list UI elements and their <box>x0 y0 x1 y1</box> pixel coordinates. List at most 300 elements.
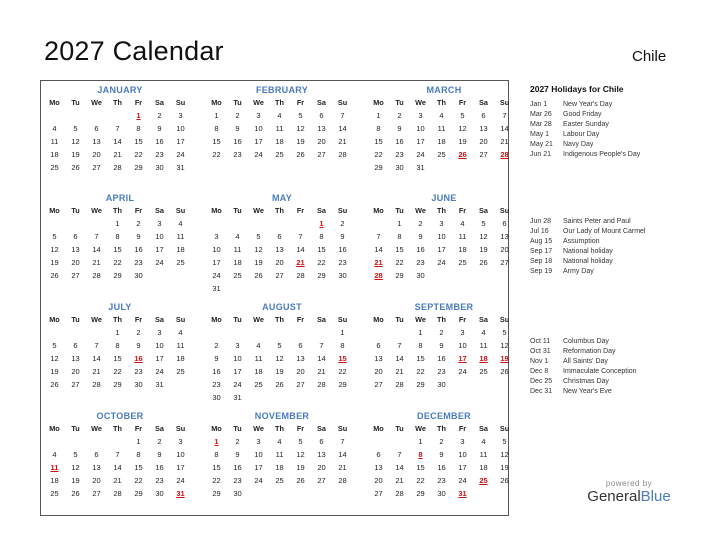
day-cell <box>248 326 269 339</box>
holiday-name: Army Day <box>563 268 594 275</box>
holiday-day-cell: 16 <box>134 354 143 363</box>
day-cell: 14 <box>113 137 122 146</box>
week-row <box>368 256 520 269</box>
weekday-label: We <box>91 315 102 324</box>
month-name: SEPTEMBER <box>414 302 474 312</box>
day-cell: 11 <box>176 232 185 241</box>
holiday-day-cell: 31 <box>458 489 467 498</box>
day-cell: 19 <box>479 245 488 254</box>
day-cell: 26 <box>254 271 263 280</box>
week-row <box>368 148 520 161</box>
holiday-name: New Year's Eve <box>563 388 612 395</box>
weekday-label: Mo <box>49 206 60 215</box>
weekday-label: Fr <box>296 206 305 215</box>
week-row <box>44 161 196 174</box>
weekday-header <box>368 422 520 435</box>
day-cell: 28 <box>92 271 101 280</box>
day-cell: 15 <box>374 137 383 146</box>
day-cell: 15 <box>212 463 221 472</box>
brand-name <box>584 488 674 506</box>
day-cell: 2 <box>136 219 141 228</box>
holiday-item <box>530 387 705 397</box>
holiday-name: Easter Sunday <box>563 121 609 128</box>
day-cell: 21 <box>395 476 404 485</box>
day-cell: 10 <box>458 341 467 350</box>
day-cell: 25 <box>176 367 185 376</box>
month-name: NOVEMBER <box>254 411 310 421</box>
day-cell <box>65 217 86 230</box>
holiday-item <box>530 100 705 110</box>
day-cell: 12 <box>50 354 59 363</box>
week-row <box>206 365 358 378</box>
month-october <box>44 410 196 500</box>
holiday-date: Dec 31 <box>530 388 553 395</box>
day-cell: 30 <box>437 380 446 389</box>
day-cell: 30 <box>212 393 221 402</box>
day-cell: 5 <box>277 341 282 350</box>
holiday-date: Nov 1 <box>530 358 549 365</box>
weekday-label: Su <box>337 98 348 107</box>
day-cell: 21 <box>113 150 122 159</box>
day-cell: 11 <box>233 245 242 254</box>
week-row <box>44 448 196 461</box>
day-cell: 21 <box>395 367 404 376</box>
day-cell: 7 <box>94 232 99 241</box>
day-cell: 19 <box>296 463 305 472</box>
day-cell: 31 <box>416 163 425 172</box>
weekday-header <box>44 422 196 435</box>
day-cell: 20 <box>71 367 80 376</box>
day-cell: 14 <box>338 450 347 459</box>
day-cell: 28 <box>92 380 101 389</box>
weekday-header <box>44 313 196 326</box>
week-row <box>206 448 358 461</box>
weekday-label: Fr <box>296 424 305 433</box>
day-cell <box>494 378 515 391</box>
week-row <box>44 230 196 243</box>
day-cell: 26 <box>500 367 509 376</box>
day-cell: 8 <box>115 341 120 350</box>
day-cell: 6 <box>319 437 324 446</box>
day-cell: 5 <box>52 232 57 241</box>
week-row <box>368 352 520 365</box>
holiday-item <box>530 150 705 160</box>
week-row <box>368 448 520 461</box>
day-cell: 11 <box>50 137 59 146</box>
weekday-header <box>368 96 520 109</box>
day-cell: 27 <box>479 150 488 159</box>
day-cell: 18 <box>479 463 488 472</box>
day-cell: 30 <box>155 163 164 172</box>
week-row <box>368 487 520 500</box>
day-cell: 28 <box>338 476 347 485</box>
day-cell: 24 <box>155 367 164 376</box>
day-cell: 5 <box>73 450 78 459</box>
day-cell: 16 <box>233 463 242 472</box>
day-cell: 24 <box>176 150 185 159</box>
day-cell: 17 <box>155 354 164 363</box>
day-cell: 27 <box>317 150 326 159</box>
day-cell: 18 <box>176 245 185 254</box>
week-row <box>206 135 358 148</box>
day-cell: 25 <box>50 489 59 498</box>
weekday-label: Su <box>337 206 348 215</box>
day-cell: 17 <box>176 137 185 146</box>
day-cell: 4 <box>52 124 57 133</box>
week-row <box>44 135 196 148</box>
holiday-day-cell: 1 <box>136 111 141 120</box>
day-cell: 8 <box>376 124 381 133</box>
day-cell: 3 <box>460 437 465 446</box>
day-cell <box>86 326 107 339</box>
day-cell: 12 <box>275 354 284 363</box>
day-cell: 10 <box>155 341 164 350</box>
day-cell: 21 <box>338 137 347 146</box>
weekday-label: Sa <box>317 315 326 324</box>
day-cell: 7 <box>115 124 120 133</box>
day-cell: 8 <box>340 341 345 350</box>
day-cell: 1 <box>397 219 402 228</box>
weekday-label: Th <box>113 98 122 107</box>
day-cell <box>44 326 65 339</box>
month-june <box>368 192 520 282</box>
day-cell: 20 <box>92 476 101 485</box>
day-cell: 23 <box>134 258 143 267</box>
day-cell <box>311 487 332 500</box>
holiday-name: Indigenous People's Day <box>563 151 641 158</box>
day-cell: 27 <box>71 271 80 280</box>
day-cell: 11 <box>275 124 284 133</box>
holiday-day-cell: 25 <box>479 476 488 485</box>
weekday-header <box>368 313 520 326</box>
day-cell: 24 <box>155 258 164 267</box>
holiday-date: Jul 16 <box>530 228 549 235</box>
day-cell: 31 <box>176 163 185 172</box>
week-row <box>206 282 358 295</box>
day-cell: 11 <box>275 450 284 459</box>
day-cell: 14 <box>92 354 101 363</box>
day-cell: 3 <box>178 437 183 446</box>
day-cell: 24 <box>416 150 425 159</box>
holiday-item <box>530 337 705 347</box>
day-cell <box>269 487 290 500</box>
day-cell: 3 <box>256 111 261 120</box>
holiday-name: Columbus Day <box>563 338 609 345</box>
day-cell <box>494 161 515 174</box>
week-row <box>368 461 520 474</box>
weekday-label: Sa <box>479 424 488 433</box>
holiday-item <box>530 347 705 357</box>
weekday-label: Fr <box>458 206 467 215</box>
weekday-label: Mo <box>373 315 384 324</box>
day-cell: 30 <box>395 163 404 172</box>
weekday-label: Mo <box>211 206 222 215</box>
day-cell: 22 <box>416 367 425 376</box>
weekday-label: We <box>415 424 426 433</box>
day-cell <box>269 326 290 339</box>
holiday-item <box>530 237 705 247</box>
month-september <box>368 301 520 391</box>
day-cell <box>65 435 86 448</box>
weekday-label: Mo <box>211 98 222 107</box>
week-row <box>368 326 520 339</box>
weekday-label: Mo <box>211 315 222 324</box>
day-cell: 9 <box>136 232 141 241</box>
day-cell: 4 <box>256 341 261 350</box>
weekday-label: Fr <box>134 98 143 107</box>
day-cell: 24 <box>458 367 467 376</box>
holiday-date: Dec 8 <box>530 368 549 375</box>
day-cell: 14 <box>374 245 383 254</box>
weekday-label: Th <box>113 206 122 215</box>
day-cell: 16 <box>437 463 446 472</box>
day-cell: 29 <box>113 271 122 280</box>
day-cell: 26 <box>71 163 80 172</box>
weekday-header <box>44 204 196 217</box>
day-cell: 1 <box>418 437 423 446</box>
weekday-label: Su <box>175 315 186 324</box>
day-cell <box>227 282 248 295</box>
day-cell: 17 <box>176 463 185 472</box>
day-cell <box>269 217 290 230</box>
week-row <box>206 243 358 256</box>
day-cell: 2 <box>418 219 423 228</box>
day-cell: 2 <box>235 111 240 120</box>
day-cell: 17 <box>416 137 425 146</box>
day-cell: 26 <box>296 476 305 485</box>
day-cell: 3 <box>256 437 261 446</box>
weekday-label: Tu <box>395 98 404 107</box>
weekday-label: Su <box>499 98 510 107</box>
day-cell: 7 <box>397 450 402 459</box>
day-cell: 19 <box>500 463 509 472</box>
week-row <box>368 135 520 148</box>
day-cell: 23 <box>134 367 143 376</box>
holiday-day-cell: 21 <box>296 258 305 267</box>
day-cell: 22 <box>212 150 221 159</box>
day-cell: 8 <box>214 124 219 133</box>
holiday-name: Labour Day <box>563 131 600 138</box>
day-cell: 8 <box>136 124 141 133</box>
day-cell: 28 <box>395 489 404 498</box>
week-row <box>368 230 520 243</box>
day-cell: 26 <box>479 258 488 267</box>
week-row <box>44 109 196 122</box>
day-cell: 27 <box>317 476 326 485</box>
day-cell: 25 <box>479 367 488 376</box>
day-cell <box>86 435 107 448</box>
weekday-label: Sa <box>155 424 164 433</box>
day-cell: 18 <box>275 137 284 146</box>
weekday-label: Su <box>499 315 510 324</box>
day-cell: 6 <box>481 111 486 120</box>
day-cell: 28 <box>296 271 305 280</box>
week-row <box>368 109 520 122</box>
day-cell: 20 <box>374 476 383 485</box>
day-cell: 18 <box>437 137 446 146</box>
weekday-label: Su <box>337 424 348 433</box>
holiday-name: Good Friday <box>563 111 602 118</box>
day-cell <box>248 487 269 500</box>
week-row <box>206 326 358 339</box>
holiday-date: Jun 21 <box>530 151 552 158</box>
day-cell: 16 <box>395 137 404 146</box>
holiday-date: Mar 26 <box>530 111 552 118</box>
holiday-item <box>530 247 705 257</box>
holiday-item <box>530 120 705 130</box>
day-cell: 9 <box>214 354 219 363</box>
weekday-label: We <box>253 206 264 215</box>
holiday-date: Sep 17 <box>530 248 553 255</box>
day-cell: 18 <box>275 463 284 472</box>
month-name: APRIL <box>105 193 135 203</box>
brand-blue: Blue <box>640 488 671 505</box>
day-cell: 10 <box>254 124 263 133</box>
day-cell: 28 <box>113 163 122 172</box>
holiday-name: Christmas Day <box>563 378 609 385</box>
week-row <box>368 474 520 487</box>
weekday-label: Tu <box>395 206 404 215</box>
day-cell: 8 <box>397 232 402 241</box>
day-cell <box>269 282 290 295</box>
day-cell: 14 <box>113 463 122 472</box>
day-cell: 3 <box>157 219 162 228</box>
day-cell: 24 <box>254 150 263 159</box>
holiday-day-cell: 21 <box>374 258 383 267</box>
week-row <box>206 148 358 161</box>
week-row <box>206 378 358 391</box>
day-cell: 29 <box>374 163 383 172</box>
day-cell: 2 <box>340 219 345 228</box>
weekday-label: Th <box>113 424 122 433</box>
weekday-label: We <box>253 315 264 324</box>
weekday-label: Th <box>437 206 446 215</box>
day-cell: 22 <box>134 150 143 159</box>
day-cell: 17 <box>437 245 446 254</box>
month-march <box>368 84 520 174</box>
day-cell: 2 <box>439 328 444 337</box>
day-cell: 29 <box>317 271 326 280</box>
day-cell: 17 <box>233 367 242 376</box>
day-cell: 27 <box>71 380 80 389</box>
day-cell: 5 <box>73 124 78 133</box>
week-row <box>206 461 358 474</box>
day-cell: 20 <box>500 245 509 254</box>
holiday-day-cell: 1 <box>319 219 324 228</box>
holiday-day-cell: 1 <box>214 437 219 446</box>
holiday-group <box>530 100 705 160</box>
weekday-header <box>206 313 358 326</box>
holiday-item <box>530 140 705 150</box>
holiday-date: Sep 18 <box>530 258 553 265</box>
holiday-day-cell: 31 <box>176 489 185 498</box>
week-row <box>44 326 196 339</box>
holiday-date: Mar 28 <box>530 121 552 128</box>
day-cell: 7 <box>502 111 507 120</box>
day-cell: 5 <box>502 437 507 446</box>
week-row <box>44 352 196 365</box>
day-cell: 26 <box>296 150 305 159</box>
day-cell: 20 <box>275 258 284 267</box>
day-cell: 2 <box>157 437 162 446</box>
day-cell <box>44 435 65 448</box>
day-cell: 29 <box>395 271 404 280</box>
day-cell: 19 <box>50 258 59 267</box>
day-cell <box>311 326 332 339</box>
weekday-label: Th <box>275 98 284 107</box>
day-cell: 6 <box>73 232 78 241</box>
day-cell: 20 <box>71 258 80 267</box>
day-cell: 3 <box>439 219 444 228</box>
day-cell: 22 <box>338 367 347 376</box>
month-name: MARCH <box>426 85 462 95</box>
day-cell: 7 <box>340 111 345 120</box>
day-cell: 16 <box>155 463 164 472</box>
day-cell <box>494 269 515 282</box>
day-cell: 10 <box>437 232 446 241</box>
day-cell: 19 <box>50 367 59 376</box>
day-cell: 8 <box>214 450 219 459</box>
week-row <box>368 435 520 448</box>
day-cell: 2 <box>397 111 402 120</box>
day-cell: 6 <box>319 111 324 120</box>
weekday-label: Sa <box>155 315 164 324</box>
weekday-label: Tu <box>233 98 242 107</box>
day-cell: 13 <box>275 245 284 254</box>
week-row <box>368 217 520 230</box>
day-cell <box>170 378 191 391</box>
day-cell: 23 <box>437 367 446 376</box>
week-row <box>368 243 520 256</box>
day-cell: 15 <box>113 245 122 254</box>
day-cell: 22 <box>113 367 122 376</box>
day-cell: 12 <box>458 124 467 133</box>
country-label: Chile <box>632 48 667 65</box>
week-row <box>44 148 196 161</box>
weekday-header <box>368 204 520 217</box>
day-cell: 12 <box>71 463 80 472</box>
day-cell: 6 <box>73 341 78 350</box>
day-cell: 22 <box>395 258 404 267</box>
day-cell: 15 <box>134 137 143 146</box>
day-cell: 30 <box>233 489 242 498</box>
week-row <box>44 435 196 448</box>
day-cell: 7 <box>319 341 324 350</box>
day-cell: 5 <box>298 437 303 446</box>
day-cell: 6 <box>298 341 303 350</box>
day-cell <box>332 391 353 404</box>
weekday-label: Fr <box>296 315 305 324</box>
day-cell <box>389 326 410 339</box>
holiday-date: Dec 25 <box>530 378 553 385</box>
day-cell: 1 <box>136 437 141 446</box>
day-cell: 29 <box>212 489 221 498</box>
day-cell: 29 <box>338 380 347 389</box>
day-cell: 27 <box>92 163 101 172</box>
day-cell: 14 <box>317 354 326 363</box>
day-cell: 28 <box>317 380 326 389</box>
day-cell: 24 <box>212 271 221 280</box>
day-cell: 18 <box>233 258 242 267</box>
holiday-date: Jan 1 <box>530 101 548 108</box>
holiday-day-cell: 28 <box>374 271 383 280</box>
day-cell: 23 <box>155 476 164 485</box>
week-row <box>44 243 196 256</box>
holiday-day-cell: 11 <box>50 463 59 472</box>
weekday-label: Sa <box>479 315 488 324</box>
day-cell: 25 <box>275 476 284 485</box>
month-july <box>44 301 196 391</box>
